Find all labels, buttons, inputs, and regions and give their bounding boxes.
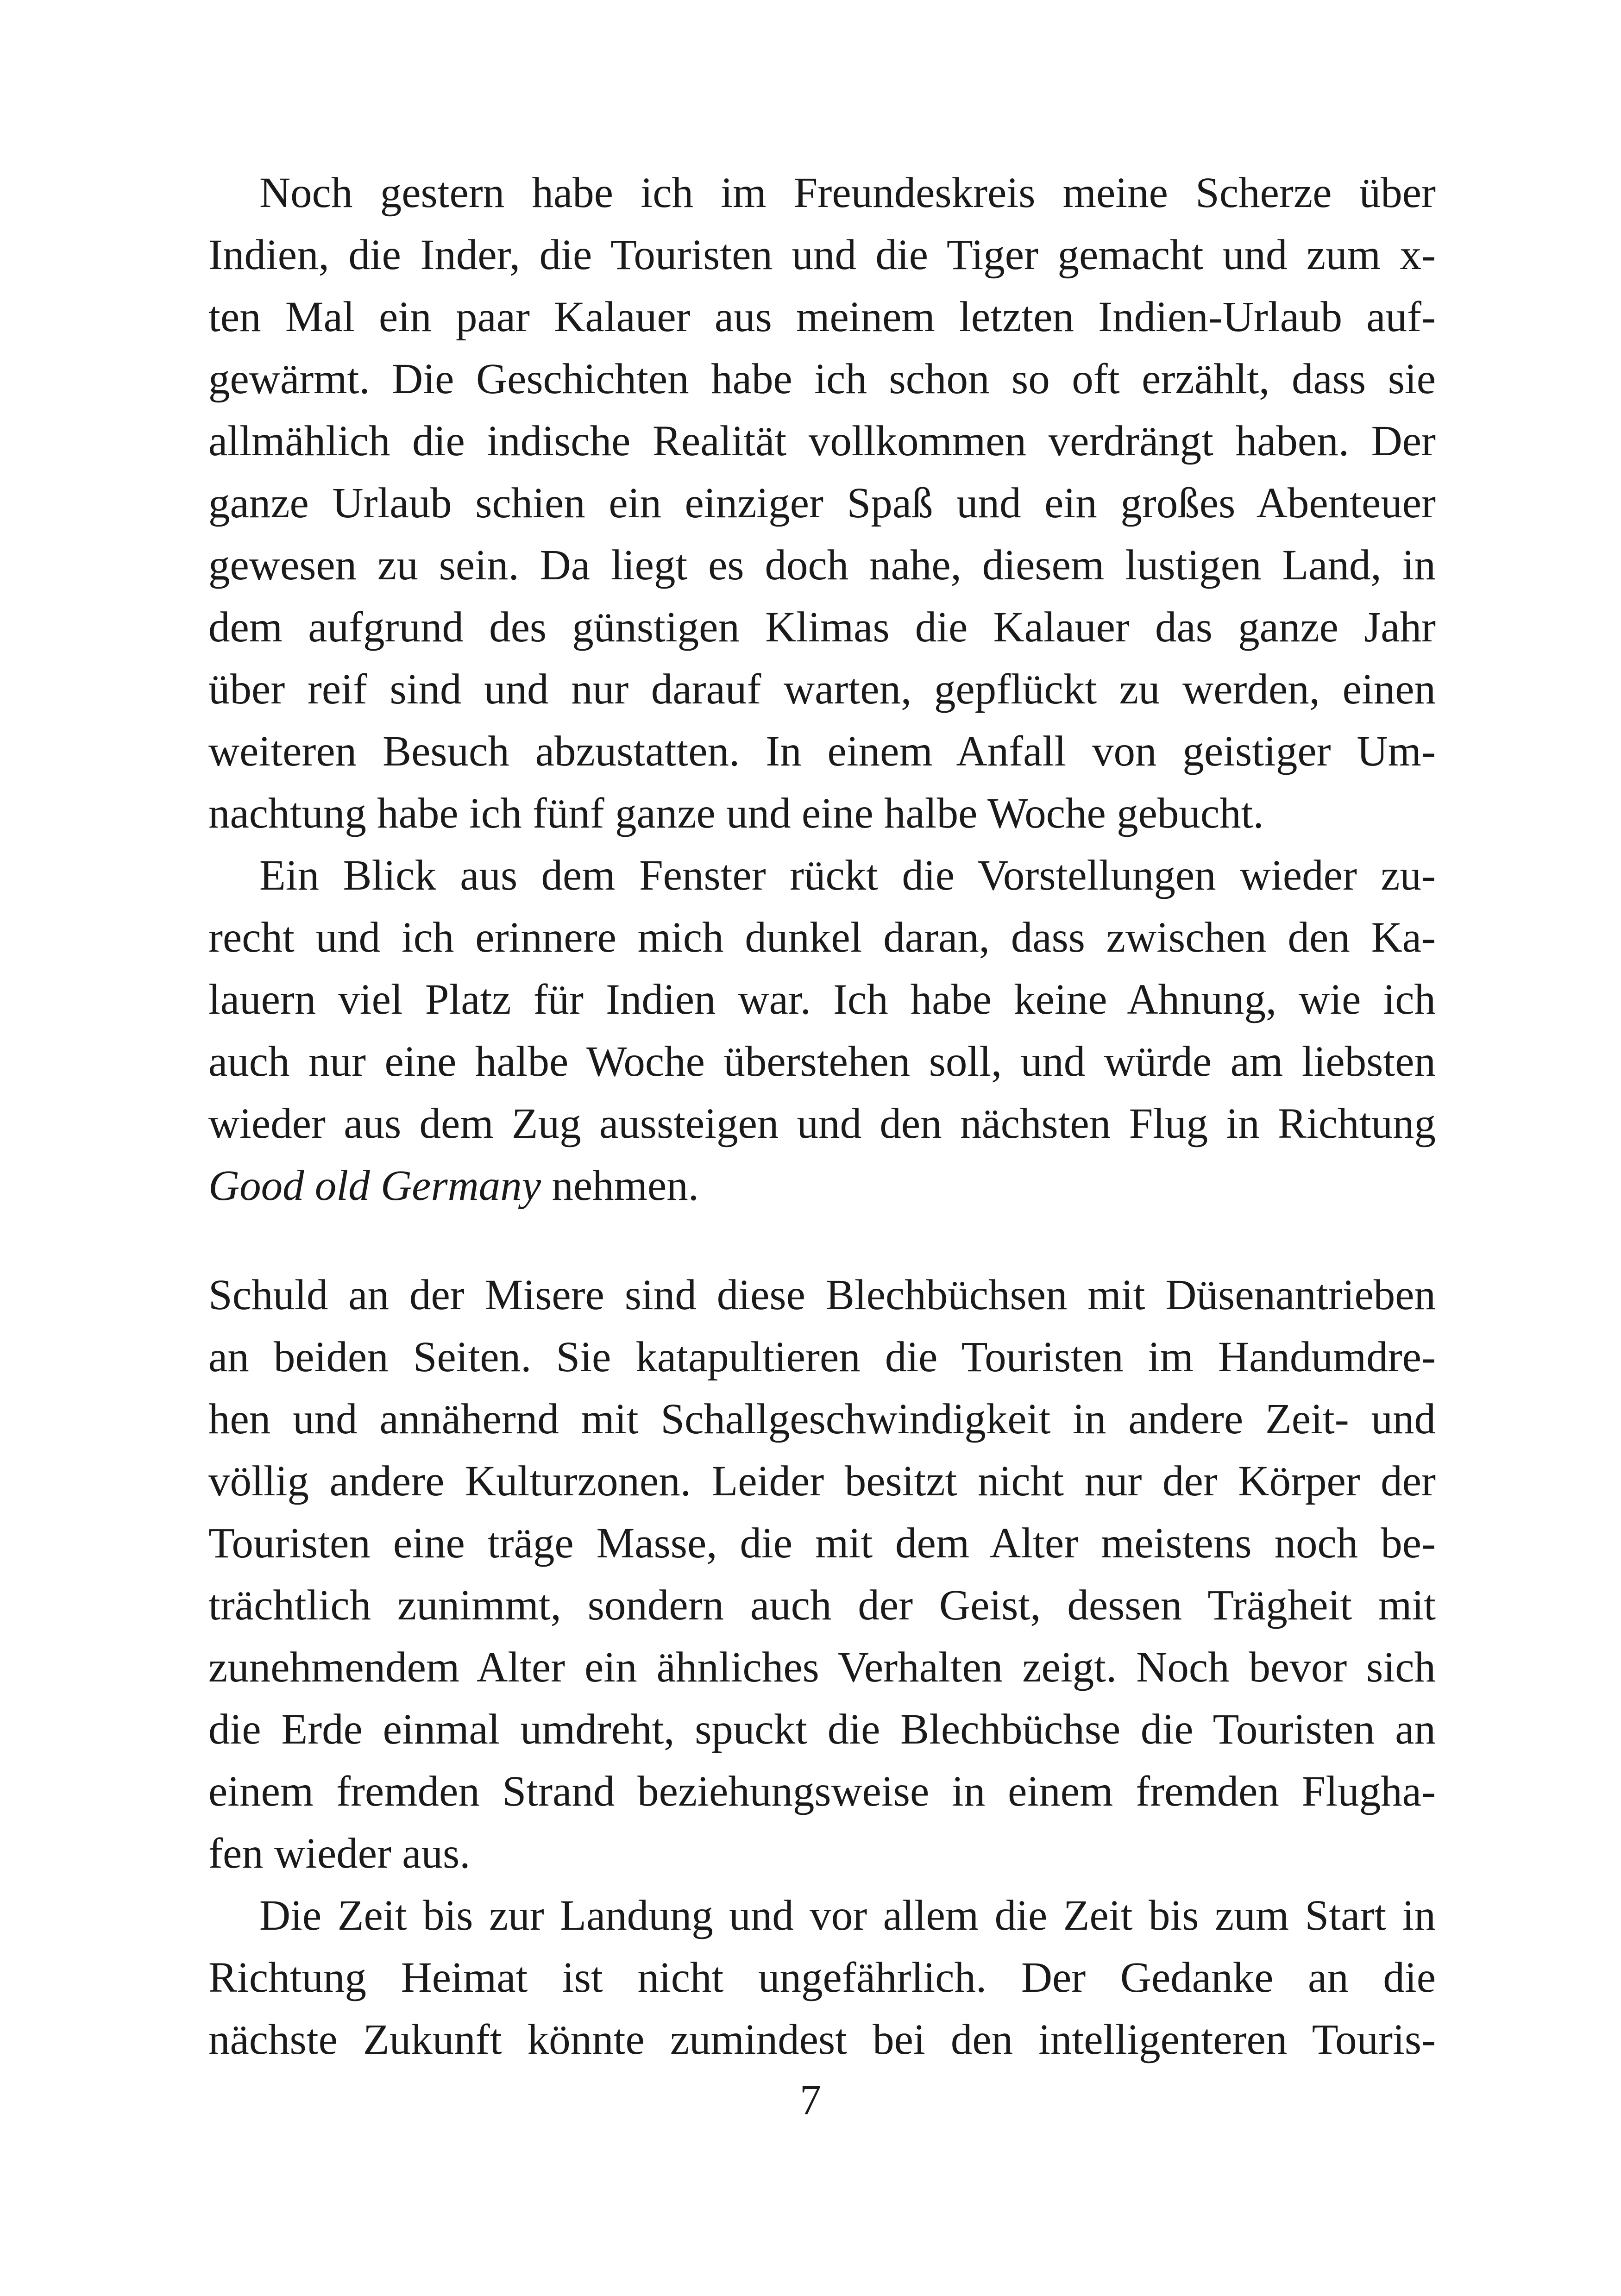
text-line: Schuld an der Misere sind diese Blechbüchsen mit Düsenantrieben <box>208 1271 1436 1319</box>
text-line: weiteren Besuch abzustatten. In einem Anfall von geistiger Um- <box>208 728 1436 775</box>
text-line: hen und annähernd mit Schallgeschwindigkeit in andere Zeit- und <box>208 1395 1436 1443</box>
text-line: zunehmendem Alter ein ähnliches Verhalten zeigt. Noch bevor sich <box>208 1644 1436 1691</box>
text-line: Die Zeit bis zur Landung und vor allem die Zeit bis zum Start in <box>259 1892 1436 1939</box>
text-line: an beiden Seiten. Sie katapultieren die Touristen im Handumdre- <box>208 1333 1436 1381</box>
text-line: Noch gestern habe ich im Freundeskreis meine Scherze über <box>259 169 1436 217</box>
text-line <box>208 1155 1436 1217</box>
text-line: auch nur eine halbe Woche überstehen soll, und würde am liebsten <box>208 1038 1436 1085</box>
text-line: ganze Urlaub schien ein einziger Spaß und ein großes Abenteuer <box>208 479 1436 527</box>
paragraph-1 <box>208 162 1436 845</box>
text-line: gewesen zu sein. Da liegt es doch nahe, diesem lustigen Land, in <box>208 541 1436 589</box>
text-line: Richtung Heimat ist nicht ungefährlich. Der Gedanke an die <box>208 1954 1436 2001</box>
paragraph-4 <box>208 1885 1436 2071</box>
text-line: Touristen eine träge Masse, die mit dem Alter meistens noch be- <box>208 1519 1436 1567</box>
paragraph-3 <box>208 1264 1436 1885</box>
text-line: gewärmt. Die Geschichten habe ich schon so oft erzählt, dass sie <box>208 355 1436 403</box>
text-line: einem fremden Strand beziehungsweise in einem fremden Flugha- <box>208 1768 1436 1815</box>
page-number: 7 <box>799 2076 822 2124</box>
italic-phrase: Good old Germany <box>208 1162 541 1210</box>
text-line: allmählich die indische Realität vollkommen verdrängt haben. Der <box>208 417 1436 465</box>
text-line: fen wieder aus. <box>208 1830 471 1877</box>
text-line: dem aufgrund des günstigen Klimas die Kalauer das ganze Jahr <box>208 603 1436 651</box>
text-line: ten Mal ein paar Kalauer aus meinem letzten Indien-Urlaub auf- <box>208 293 1436 341</box>
paragraph-2 <box>208 845 1436 1217</box>
text-line: trächtlich zunimmt, sondern auch der Geist, dessen Trägheit mit <box>208 1581 1436 1629</box>
text-line: über reif sind und nur darauf warten, gepflückt zu werden, einen <box>208 665 1436 713</box>
text-line: nächste Zukunft könnte zumindest bei den intelligenteren Touris- <box>208 2016 1436 2064</box>
text-line: die Erde einmal umdreht, spuckt die Blechbüchse die Touristen an <box>208 1706 1436 1753</box>
text-line: lauern viel Platz für Indien war. Ich habe keine Ahnung, wie ich <box>208 976 1436 1023</box>
text-line: Indien, die Inder, die Touristen und die Tiger gemacht und zum x- <box>208 231 1436 279</box>
text-line: recht und ich erinnere mich dunkel daran, dass zwischen den Ka- <box>208 914 1436 961</box>
text-line: wieder aus dem Zug aussteigen und den nächsten Flug in Richtung <box>208 1100 1436 1148</box>
text-line: völlig andere Kulturzonen. Leider besitzt nicht nur der Körper der <box>208 1457 1436 1505</box>
text-line: nachtung habe ich fünf ganze und eine halbe Woche gebucht. <box>208 790 1264 837</box>
text-line: Ein Blick aus dem Fenster rückt die Vorstellungen wieder zu- <box>259 852 1436 899</box>
text-fragment: nehmen. <box>541 1162 699 1210</box>
